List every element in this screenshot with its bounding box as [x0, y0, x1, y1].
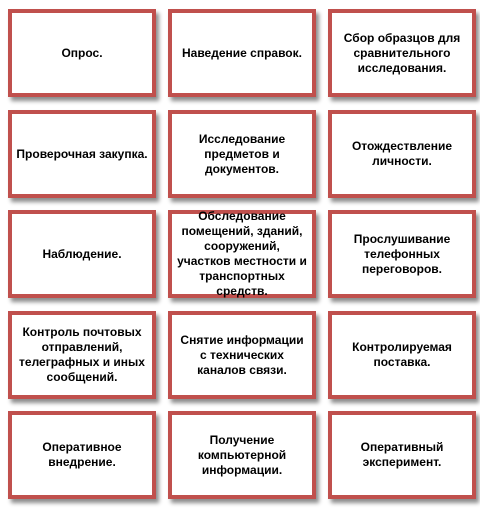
card-test-purchase: [8, 110, 156, 198]
card-label: Обследование помещений, зданий, сооружений, участков местности и транспортных средств.: [177, 209, 307, 298]
card-label: Прослушивание телефонных переговоров.: [353, 231, 451, 276]
card-controlled-delivery: [328, 311, 476, 399]
card-identification: [328, 110, 476, 198]
card-infiltration: [8, 411, 156, 499]
card-experiment: [328, 411, 476, 499]
card-label: Сбор образцов для сравнительного исследования.: [343, 30, 461, 75]
card-computer-information: [168, 411, 316, 499]
card-label: Отождествление личности.: [351, 139, 453, 168]
card-label: Исследование предметов и документов.: [198, 131, 286, 176]
card-label: Наведение справок.: [182, 45, 302, 60]
card-sample-collection: [328, 9, 476, 97]
card-label: Наблюдение.: [42, 246, 122, 261]
card-label: Оперативный эксперимент.: [360, 440, 444, 469]
card-label: Контролируемая поставка.: [352, 340, 452, 369]
card-label: Снятие информации с технических каналов связи.: [180, 332, 304, 377]
card-phone-tapping: [328, 210, 476, 298]
card-inquiries: [168, 9, 316, 97]
card-technical-channels: [168, 311, 316, 399]
card-observation: [8, 210, 156, 298]
card-label: Контроль почтовых отправлений, телеграфных и иных сообщений.: [19, 325, 145, 384]
card-document-examination: [168, 110, 316, 198]
card-label: Получение компьютерной информации.: [197, 432, 287, 477]
card-premises-inspection: [168, 210, 316, 298]
card-label: Оперативное внедрение.: [42, 440, 122, 469]
card-mail-control: [8, 311, 156, 399]
card-survey: [8, 9, 156, 97]
card-label: Проверочная закупка.: [16, 146, 148, 161]
card-label: Опрос.: [61, 45, 103, 60]
